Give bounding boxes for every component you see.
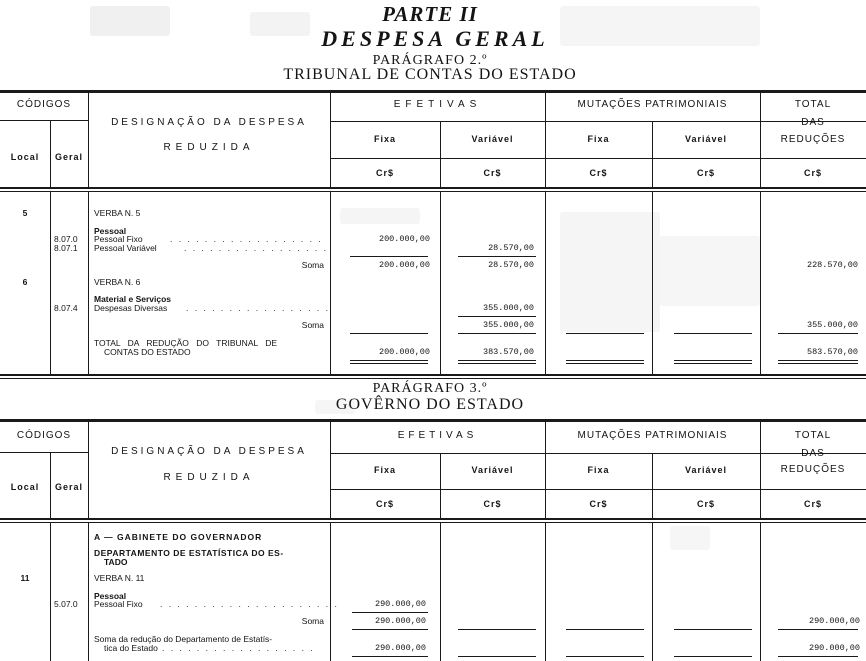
subtotal-label: Soma da redução do Departamento de Estatís-: [94, 634, 273, 644]
total-value: 355.000,00: [806, 320, 858, 330]
group-label: Material e Serviços: [94, 294, 172, 304]
geral-code: 8.07.1: [54, 243, 78, 253]
header-codigos: CÓDIGOS: [16, 430, 72, 441]
header-reduzida: REDUZIDA: [163, 142, 255, 153]
currency-label: Cr$: [375, 499, 394, 509]
local-code: 11: [20, 573, 30, 583]
header-fixa: Fixa: [373, 134, 396, 144]
verba-label: VERBA N. 11: [94, 573, 145, 583]
scan-noise: [250, 12, 310, 36]
total-value: 583.570,00: [806, 347, 858, 357]
header-das: DAS: [801, 117, 825, 128]
header-mut-variavel: Variável: [684, 465, 728, 475]
parte-heading: PARTE II: [382, 2, 478, 26]
total-value: 290.000,00: [808, 643, 860, 653]
header-geral: Geral: [54, 152, 83, 162]
header-local: Local: [10, 152, 40, 162]
header-efetivas: EFETIVAS: [397, 430, 478, 441]
header-geral: Geral: [54, 482, 83, 492]
header-local: Local: [10, 482, 40, 492]
currency-label: Cr$: [696, 499, 715, 509]
scan-noise: [90, 6, 170, 36]
currency-label: Cr$: [589, 168, 608, 178]
header-mutacoes: MUTAÇÕES PATRIMONIAIS: [577, 99, 728, 110]
unit-label: A — GABINETE DO GOVERNADOR: [94, 532, 263, 542]
header-fixa: Fixa: [373, 465, 396, 475]
currency-label: Cr$: [696, 168, 715, 178]
variavel-value: 383.570,00: [482, 347, 534, 357]
scan-noise: [670, 526, 710, 550]
scan-noise: [660, 236, 760, 306]
currency-label: Cr$: [483, 499, 502, 509]
currency-label: Cr$: [803, 499, 822, 509]
header-efetivas: EFETIVAS: [393, 99, 482, 110]
soma-label: Soma: [301, 260, 324, 270]
dot-leader: . . . . . . . . . . . . . . . . . .: [162, 643, 315, 653]
item-label: Pessoal Fixo: [94, 599, 143, 609]
fixa-value: 200.000,00: [378, 347, 430, 357]
soma-label: Soma: [301, 320, 324, 330]
header-total: TOTAL: [794, 430, 832, 441]
variavel-value: 355.000,00: [482, 303, 534, 313]
dot-leader: . . . . . . . . . . . . . . . . . .: [170, 234, 323, 244]
total-label: TOTAL DA REDUÇÃO DO TRIBUNAL DE: [94, 338, 278, 348]
dot-leader: . . . . . . . . . . . . . . . . .: [184, 243, 328, 253]
header-designacao: DESIGNAÇÃO DA DESPESA: [111, 117, 307, 128]
header-variavel: Variável: [471, 134, 514, 144]
scan-noise: [340, 208, 420, 224]
currency-label: Cr$: [803, 168, 822, 178]
section-title-governo: GOVÊRNO DO ESTADO: [335, 396, 525, 413]
geral-code: 5.07.0: [54, 599, 78, 609]
total-value: 228.570,00: [806, 260, 858, 270]
total-value: 290.000,00: [808, 616, 860, 626]
fixa-value: 200.000,00: [378, 260, 430, 270]
variavel-value: 355.000,00: [482, 320, 534, 330]
paragrafo-2: PARÁGRAFO 2.º: [372, 53, 488, 68]
fixa-value: 290.000,00: [374, 643, 426, 653]
scan-noise: [560, 212, 660, 332]
section-title-tribunal: TRIBUNAL DE CONTAS DO ESTADO: [283, 66, 577, 83]
group-label: Pessoal: [94, 226, 127, 236]
scan-noise: [315, 400, 355, 414]
department-label: DEPARTAMENTO DE ESTATÍSTICA DO ES-: [94, 548, 284, 558]
currency-label: Cr$: [483, 168, 502, 178]
page-title: DESPESA GERAL: [321, 26, 549, 51]
soma-label: Soma: [301, 616, 324, 626]
header-variavel: Variável: [471, 465, 514, 475]
local-code: 5: [22, 208, 28, 218]
variavel-value: 28.570,00: [488, 260, 534, 270]
verba-label: VERBA N. 5: [94, 208, 141, 218]
currency-label: Cr$: [589, 499, 608, 509]
group-label: Pessoal: [94, 591, 127, 601]
header-reducoes: REDUÇÕES: [780, 134, 846, 145]
subtotal-label-cont: tica do Estado: [104, 643, 158, 653]
fixa-value: 200.000,00: [378, 234, 430, 244]
item-label: Pessoal Variável: [94, 243, 157, 253]
item-label: Pessoal Fixo: [94, 234, 143, 244]
header-mut-fixa: Fixa: [587, 134, 610, 144]
header-mut-variavel: Variável: [684, 134, 728, 144]
header-total: TOTAL: [794, 99, 832, 110]
total-label-cont: CONTAS DO ESTADO: [104, 347, 191, 357]
header-reduzida: REDUZIDA: [163, 472, 255, 483]
variavel-value: 28.570,00: [488, 243, 534, 253]
currency-label: Cr$: [375, 168, 394, 178]
fixa-value: 290.000,00: [374, 599, 426, 609]
department-label-cont: TADO: [104, 557, 128, 567]
fixa-value: 290.000,00: [374, 616, 426, 626]
header-mut-fixa: Fixa: [587, 465, 610, 475]
dot-leader: . . . . . . . . . . . . . . . . . . . . .: [160, 599, 339, 609]
local-code: 6: [22, 277, 28, 287]
header-das: DAS: [801, 448, 825, 459]
paragrafo-3: PARÁGRAFO 3.º: [372, 381, 488, 396]
header-reducoes: REDUÇÕES: [780, 464, 846, 475]
scan-noise: [560, 6, 760, 46]
geral-code: 8.07.0: [54, 234, 78, 244]
header-mutacoes: MUTAÇÕES PATRIMONIAIS: [577, 430, 728, 441]
header-codigos: CÓDIGOS: [16, 99, 72, 110]
header-designacao: DESIGNAÇÃO DA DESPESA: [111, 446, 307, 457]
verba-label: VERBA N. 6: [94, 277, 141, 287]
geral-code: 8.07.4: [54, 303, 78, 313]
item-label: Despesas Diversas: [94, 303, 168, 313]
dot-leader: . . . . . . . . . . . . . . . . .: [186, 303, 330, 313]
